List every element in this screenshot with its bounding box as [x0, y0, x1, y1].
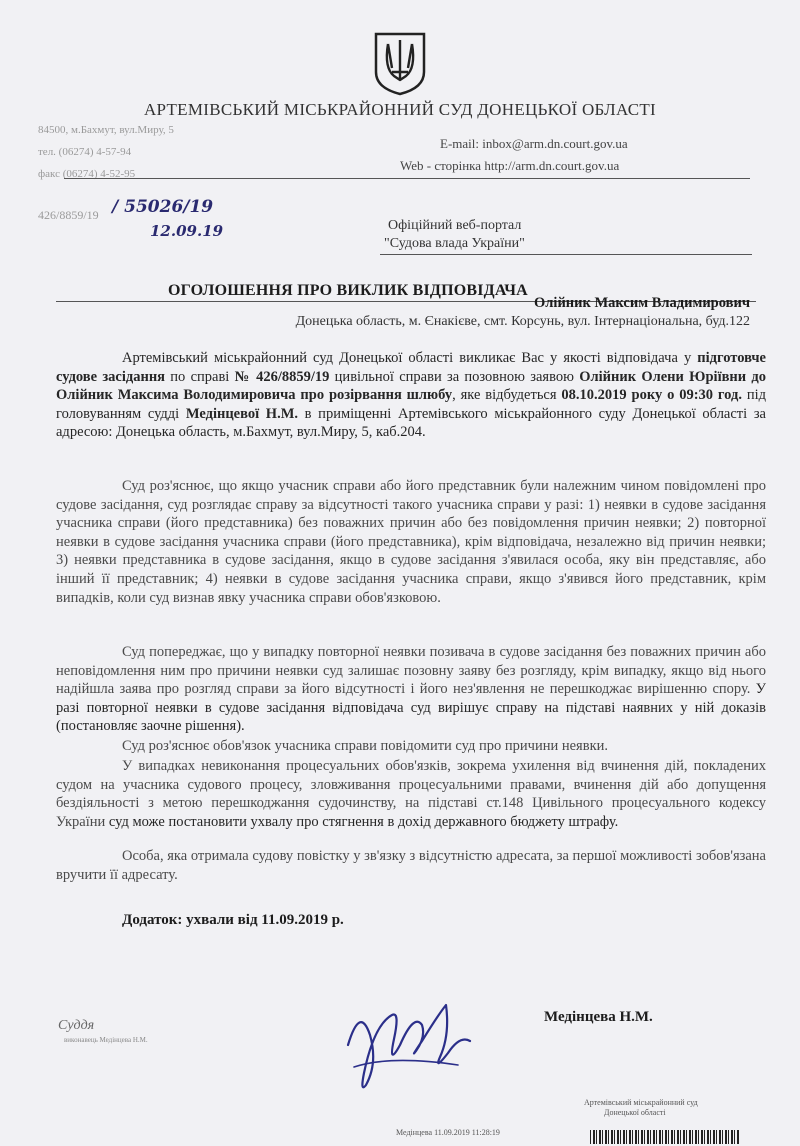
court-email: E-mail: inbox@arm.dn.court.gov.ua [440, 136, 628, 151]
signature-role-subline: виконавець Медінцева Н.М. [64, 1036, 148, 1044]
stamp-line-2: Донецької області [604, 1108, 666, 1117]
addressee-name: Олійник Максим Владимирович [534, 295, 750, 311]
recipient-line-1: Офіційний веб-портал [388, 218, 522, 233]
court-website: Web - сторінка http://arm.dn.court.gov.ua [400, 158, 620, 173]
handwritten-signature [330, 985, 480, 1100]
paragraph-absence-rules: Суд роз'яснює, що якщо учасник справи або його представник були належним чином повідомлені про судове засідання, суд розглядає справу за відсутності такого учасника справи у разі: 1) неявки в судове засідання учасника справи (його представника) без поважних причин або без повідомлення причин неявки; 2) повторної неявки в судове засідання учасника справи (його представника), крім відповідача, незалежно від причин неявки; 3) неявки представника в судове засідання, якщо в судове засідання з'явилася особа, яку він представляє, або інший її представник; 4) неявки в судове засідання учасника справи, якщо з'явився його представник, крім випадків, коли суд визнав явку учасника справи обов'язковою. [56, 478, 766, 606]
court-name: АРТЕМІВСЬКИЙ МІСЬКРАЙОННИЙ СУД ДОНЕЦЬКОЇ ОБЛАСТІ [143, 100, 657, 119]
paragraph-penalty: У випадках невиконання процесуальних обов'язків, зокрема ухилення від вчинення дій, покладених судом на учасника судового процесу, зловживання процесуальними правами, вчинення дій або допущення бездіяльності з метою перешкоджання судочинству, на підставі ст.148 Цивільного процесуального кодексу України суд може постановити ухвалу про стягнення в дохід державного бюджету штрафу. [56, 758, 766, 830]
handwritten-outgoing-number: / 55026/19 [112, 197, 214, 217]
recipient-line-2: "Судова влада України" [384, 236, 525, 251]
case-reference: 426/8859/19 [38, 208, 99, 222]
stamp-line-1: Артемівський міськрайонний суд [584, 1098, 698, 1107]
court-fax: факс (06274) 4-52-95 [38, 168, 136, 180]
paragraph-warning: Суд попереджає, що у випадку повторної неявки позивача в судове засідання без поважних причин або неповідомлення ним про причини неявки суд залишає позовну заяву без розгляду, крім випадку, якщо від нього надійшла заява про розгляд справи за його відсутності і його нез'явлення не перешкоджає вирішенню спору. У разі повторної неявки в судове засідання відповідача суд вирішує справу на підставі наявних у ній доказів (постановляє заочне рішення). [56, 644, 766, 735]
attachment-note: Додаток: ухвали від 11.09.2019 р. [122, 912, 344, 928]
recipient-underline [380, 254, 752, 255]
court-phone: тел. (06274) 4-57-94 [38, 146, 132, 158]
paragraph-delivery: Особа, яка отримала судову повістку у зв'язку з відсутністю адресата, за першої можливості зобов'язана вручити її адресату. [56, 848, 766, 883]
addressee-address: Донецька область, м. Єнакієве, смт. Корсунь, вул. Інтернаціональна, буд.122 [295, 314, 750, 329]
paragraph-summons: Артемівський міськрайонний суд Донецької області викликає Вас у якості відповідача у підготовче судове засідання по справі № 426/8859/19 цивільної справи за позовною заявою Олійник Олени Юріївни до Олійник Максима Володимировича про розірвання шлюбу, яке відбудеться 08.10.2019 року о 09:30 год. під головуванням судді Медінцевої Н.М. в приміщенні Артемівського міськрайонного суду Донецької області за адресою: Донецька область, м.Бахмут, вул.Миру, 5, каб.204. [56, 350, 766, 441]
barcode [590, 1130, 740, 1144]
signature-role: Суддя [58, 1018, 95, 1033]
stamp-footer: Медінцева 11.09.2019 11:28:19 [396, 1128, 500, 1137]
document-title: ОГОЛОШЕННЯ ПРО ВИКЛИК ВІДПОВІДАЧА [168, 282, 528, 299]
coat-of-arms-icon [370, 28, 430, 98]
court-address: 84500, м.Бахмут, вул.Миру, 5 [38, 124, 174, 136]
handwritten-date: 12.09.19 [150, 222, 224, 240]
paragraph-notify-duty: Суд роз'яснює обов'язок учасника справи повідомити суд про причини неявки. [122, 738, 609, 754]
header-divider [64, 178, 750, 179]
judge-name: Медінцева Н.М. [544, 1009, 653, 1025]
